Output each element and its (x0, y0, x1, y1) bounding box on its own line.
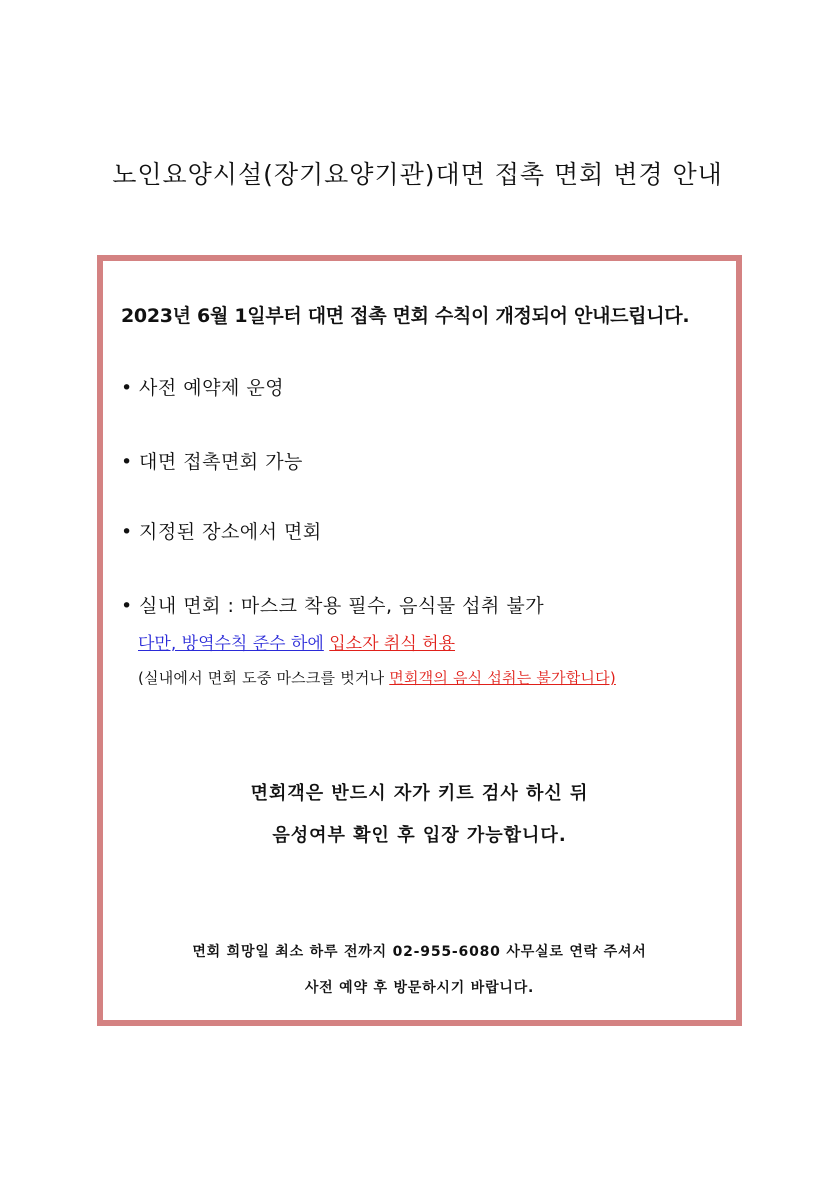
exception-blue-text: 다만, 방역수칙 준수 하에 (138, 634, 324, 654)
bullet-item-contact-visit (121, 447, 303, 474)
indoor-exception-line (138, 629, 455, 654)
notice-headline: 2023년 6월 1일부터 대면 접촉 면회 수칙이 개정되어 안내드립니다. (121, 305, 690, 327)
indoor-note-line (138, 667, 616, 688)
bullet-text: 사전 예약제 운영 (139, 377, 285, 399)
test-kit-line-1: 면회객은 반드시 자가 키트 검사 하신 뒤 (250, 783, 589, 804)
bullet-dot-icon: • (121, 451, 133, 473)
page-title: 노인요양시설(장기요양기관)대면 접촉 면회 변경 안내 (112, 160, 723, 189)
bullet-dot-icon: • (121, 377, 133, 399)
bullet-dot-icon: • (121, 595, 133, 617)
bullet-text: 실내 면회 : 마스크 착용 필수, 음식물 섭취 불가 (139, 595, 545, 617)
note-red-text: 면회객의 음식 섭취는 불가합니다) (389, 669, 616, 687)
exception-red-text: 입소자 취식 허용 (329, 634, 456, 654)
bullet-item-indoor-mask (121, 591, 544, 618)
note-prefix-text: (실내에서 면회 도중 마스크를 벗거나 (138, 669, 385, 687)
bullet-dot-icon: • (121, 521, 133, 543)
notice-box (97, 255, 742, 1026)
contact-line-1: 면회 희망일 최소 하루 전까지 02-955-6080 사무실로 연락 주셔서 (192, 944, 647, 960)
bullet-item-reservation (121, 373, 284, 400)
bullet-text: 대면 접촉면회 가능 (139, 451, 303, 473)
bullet-item-designated-place (121, 517, 322, 544)
test-kit-line-2: 음성여부 확인 후 입장 가능합니다. (272, 825, 567, 846)
bullet-text: 지정된 장소에서 면회 (139, 521, 322, 543)
contact-line-2: 사전 예약 후 방문하시기 바랍니다. (304, 980, 535, 996)
